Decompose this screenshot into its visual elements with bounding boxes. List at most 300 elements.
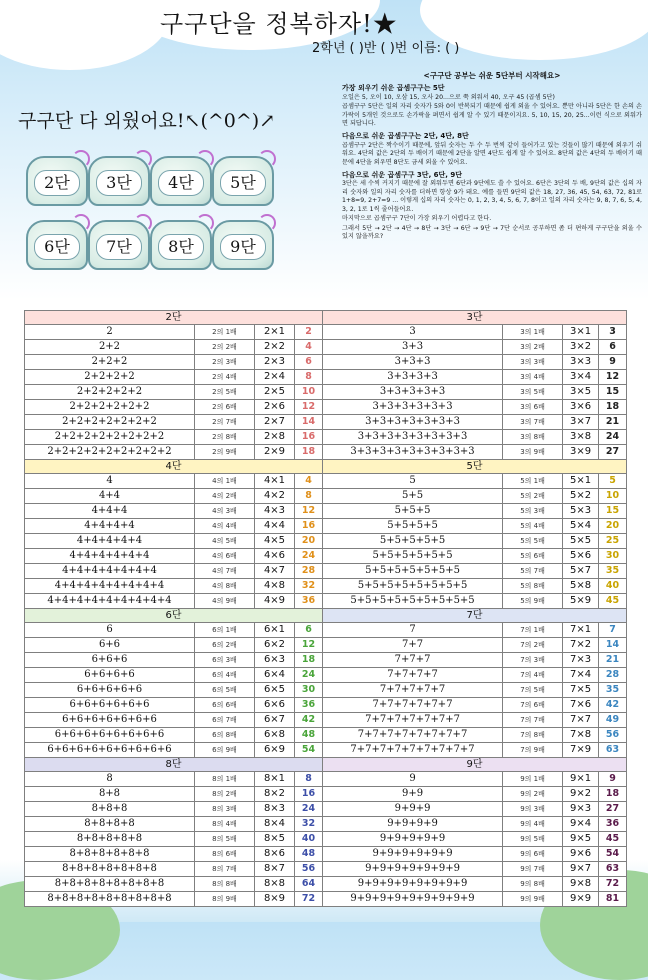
product-expr: 5×3 xyxy=(563,504,599,519)
addition-expr: 7+7+7+7+7+7+7+7+7 xyxy=(323,743,503,758)
result: 27 xyxy=(599,802,627,817)
times-word: 4의 7배 xyxy=(195,564,255,579)
dan-header: 9단 xyxy=(323,758,627,772)
phone-icon xyxy=(146,212,214,270)
table-row xyxy=(25,370,627,385)
result: 42 xyxy=(599,698,627,713)
product-expr: 2×9 xyxy=(255,445,295,460)
times-word: 9의 2배 xyxy=(503,787,563,802)
addition-expr: 5+5+5+5+5+5+5+5 xyxy=(323,579,503,594)
product-expr: 9×2 xyxy=(563,787,599,802)
table-row xyxy=(25,430,627,445)
phone-icon xyxy=(208,148,276,206)
multiplication-table xyxy=(24,310,627,907)
product-expr: 2×4 xyxy=(255,370,295,385)
table-row xyxy=(25,489,627,504)
addition-expr: 5+5 xyxy=(323,489,503,504)
product-expr: 3×9 xyxy=(563,445,599,460)
addition-expr: 5+5+5+5 xyxy=(323,519,503,534)
result: 9 xyxy=(599,355,627,370)
addition-expr: 7+7+7+7+7+7+7+7 xyxy=(323,728,503,743)
product-expr: 7×5 xyxy=(563,683,599,698)
product-expr: 9×3 xyxy=(563,802,599,817)
result: 9 xyxy=(599,772,627,787)
result: 10 xyxy=(295,385,323,400)
times-word: 6의 5배 xyxy=(195,683,255,698)
phone-label: 9단 xyxy=(220,234,266,260)
times-word: 3의 4배 xyxy=(503,370,563,385)
result: 10 xyxy=(599,489,627,504)
product-expr: 9×5 xyxy=(563,832,599,847)
result: 35 xyxy=(599,683,627,698)
product-expr: 2×7 xyxy=(255,415,295,430)
product-expr: 3×3 xyxy=(563,355,599,370)
times-word: 2의 6배 xyxy=(195,400,255,415)
result: 16 xyxy=(295,519,323,534)
times-word: 7의 2배 xyxy=(503,638,563,653)
times-word: 6의 3배 xyxy=(195,653,255,668)
times-word: 9의 3배 xyxy=(503,802,563,817)
table-row xyxy=(25,653,627,668)
product-expr: 8×7 xyxy=(255,862,295,877)
result: 36 xyxy=(295,698,323,713)
dan-header: 4단 xyxy=(25,460,323,474)
table-row xyxy=(25,325,627,340)
table-row xyxy=(25,772,627,787)
phone-cord xyxy=(258,214,276,232)
table-header-row xyxy=(25,609,627,623)
times-word: 6의 4배 xyxy=(195,668,255,683)
table-row xyxy=(25,474,627,489)
addition-expr: 4+4+4 xyxy=(25,504,195,519)
result: 81 xyxy=(599,892,627,907)
result: 24 xyxy=(295,802,323,817)
addition-expr: 8+8+8+8+8+8+8+8 xyxy=(25,877,195,892)
times-word: 6의 9배 xyxy=(195,743,255,758)
table-row xyxy=(25,400,627,415)
result: 4 xyxy=(295,340,323,355)
table-row xyxy=(25,594,627,609)
product-expr: 6×9 xyxy=(255,743,295,758)
table-row xyxy=(25,668,627,683)
table-row xyxy=(25,340,627,355)
addition-expr: 8+8+8 xyxy=(25,802,195,817)
times-word: 2의 8배 xyxy=(195,430,255,445)
product-expr: 8×3 xyxy=(255,802,295,817)
product-expr: 4×8 xyxy=(255,579,295,594)
product-expr: 4×2 xyxy=(255,489,295,504)
table-row xyxy=(25,817,627,832)
table-row xyxy=(25,385,627,400)
times-word: 5의 6배 xyxy=(503,549,563,564)
study-tips xyxy=(342,72,642,242)
addition-expr: 4+4+4+4+4+4+4+4 xyxy=(25,579,195,594)
phone-icon xyxy=(84,212,152,270)
addition-expr: 8+8+8+8+8+8 xyxy=(25,847,195,862)
times-word: 8의 7배 xyxy=(195,862,255,877)
addition-expr: 3+3+3+3+3+3+3+3+3 xyxy=(323,445,503,460)
times-word: 4의 5배 xyxy=(195,534,255,549)
product-expr: 9×6 xyxy=(563,847,599,862)
tip-paragraph: 3단은 세 수씩 커지기 때문에 잘 외워두면 6단과 9단에도 쓸 수 있어요. 6단은 3단의 두 배, 9단의 값은 십의 자리 숫자와 일의 자리 숫자를 더하면 항상 9가 돼요. 예를 들면 9단의 값은 18, 27, 36, 45, 54, 63, 72, 81로 1+8=9, 2+7=9 ... 이렇게 십의 자리 숫자는 0, 1, 2, 3, 4, 5, 6, 7, 8이고 일의 자리 숫자는 9, 8, 7, 6, 5, 4, 3, 2, 1로 1씩 줄어들어요. xyxy=(342,180,642,213)
result: 20 xyxy=(599,519,627,534)
addition-expr: 3 xyxy=(323,325,503,340)
times-word: 8의 2배 xyxy=(195,787,255,802)
addition-expr: 5+5+5+5+5+5+5+5+5 xyxy=(323,594,503,609)
product-expr: 7×3 xyxy=(563,653,599,668)
product-expr: 3×8 xyxy=(563,430,599,445)
product-expr: 4×4 xyxy=(255,519,295,534)
product-expr: 5×9 xyxy=(563,594,599,609)
product-expr: 9×7 xyxy=(563,862,599,877)
times-word: 2의 9배 xyxy=(195,445,255,460)
times-word: 7의 5배 xyxy=(503,683,563,698)
addition-expr: 5 xyxy=(323,474,503,489)
result: 40 xyxy=(295,832,323,847)
product-expr: 6×1 xyxy=(255,623,295,638)
result: 18 xyxy=(599,400,627,415)
addition-expr: 2+2+2+2+2+2 xyxy=(25,400,195,415)
times-word: 3의 8배 xyxy=(503,430,563,445)
addition-expr: 4+4 xyxy=(25,489,195,504)
product-expr: 7×1 xyxy=(563,623,599,638)
result: 49 xyxy=(599,713,627,728)
product-expr: 2×8 xyxy=(255,430,295,445)
product-expr: 3×5 xyxy=(563,385,599,400)
times-word: 2의 1배 xyxy=(195,325,255,340)
times-word: 5의 3배 xyxy=(503,504,563,519)
result: 12 xyxy=(599,370,627,385)
product-expr: 3×2 xyxy=(563,340,599,355)
product-expr: 2×1 xyxy=(255,325,295,340)
result: 64 xyxy=(295,877,323,892)
times-word: 4의 9배 xyxy=(195,594,255,609)
addition-expr: 9+9+9 xyxy=(323,802,503,817)
times-word: 6의 2배 xyxy=(195,638,255,653)
product-expr: 7×7 xyxy=(563,713,599,728)
table-row xyxy=(25,713,627,728)
addition-expr: 8+8+8+8+8+8+8 xyxy=(25,862,195,877)
result: 24 xyxy=(295,549,323,564)
addition-expr: 3+3+3+3+3+3+3+3 xyxy=(323,430,503,445)
phone-label: 7단 xyxy=(96,234,142,260)
product-expr: 2×2 xyxy=(255,340,295,355)
product-expr: 4×5 xyxy=(255,534,295,549)
result: 42 xyxy=(295,713,323,728)
product-expr: 9×1 xyxy=(563,772,599,787)
result: 30 xyxy=(295,683,323,698)
times-word: 2의 7배 xyxy=(195,415,255,430)
product-expr: 9×8 xyxy=(563,877,599,892)
result: 21 xyxy=(599,415,627,430)
addition-expr: 5+5+5+5+5+5 xyxy=(323,549,503,564)
table-row xyxy=(25,355,627,370)
tip-paragraph: 그래서 5단 → 2단 → 4단 → 8단 → 3단 → 6단 → 9단 → 7단 순서로 공부하면 좀 더 편하게 구구단을 외울 수 있지 않을까요? xyxy=(342,224,642,240)
result: 72 xyxy=(295,892,323,907)
dan-header: 3단 xyxy=(323,311,627,325)
times-word: 7의 4배 xyxy=(503,668,563,683)
result: 54 xyxy=(599,847,627,862)
result: 45 xyxy=(599,594,627,609)
times-word: 9의 5배 xyxy=(503,832,563,847)
phone-label: 3단 xyxy=(96,170,142,196)
addition-expr: 6+6+6+6+6 xyxy=(25,683,195,698)
addition-expr: 2+2+2+2+2 xyxy=(25,385,195,400)
addition-expr: 2+2+2+2 xyxy=(25,370,195,385)
addition-expr: 2+2+2+2+2+2+2+2+2 xyxy=(25,445,195,460)
addition-expr: 3+3+3+3 xyxy=(323,370,503,385)
times-word: 9의 8배 xyxy=(503,877,563,892)
addition-expr: 7+7+7+7 xyxy=(323,668,503,683)
times-word: 9의 7배 xyxy=(503,862,563,877)
phone-cord xyxy=(258,150,276,168)
times-word: 7의 7배 xyxy=(503,713,563,728)
addition-expr: 3+3+3+3+3 xyxy=(323,385,503,400)
product-expr: 6×4 xyxy=(255,668,295,683)
times-word: 2의 3배 xyxy=(195,355,255,370)
times-word: 6의 6배 xyxy=(195,698,255,713)
addition-expr: 6+6+6+6+6+6+6+6 xyxy=(25,728,195,743)
table-row xyxy=(25,579,627,594)
phone-icon xyxy=(146,148,214,206)
result: 28 xyxy=(295,564,323,579)
times-word: 4의 1배 xyxy=(195,474,255,489)
product-expr: 9×9 xyxy=(563,892,599,907)
phone-icon xyxy=(84,148,152,206)
tip-title: 가장 외우기 쉬운 곱셈구구는 5단 xyxy=(342,84,445,93)
times-word: 9의 1배 xyxy=(503,772,563,787)
result: 32 xyxy=(295,817,323,832)
times-word: 2의 4배 xyxy=(195,370,255,385)
addition-expr: 8+8+8+8 xyxy=(25,817,195,832)
addition-expr: 9 xyxy=(323,772,503,787)
result: 6 xyxy=(599,340,627,355)
phone-label: 8단 xyxy=(158,234,204,260)
dan-header: 2단 xyxy=(25,311,323,325)
table-row xyxy=(25,743,627,758)
times-word: 3의 7배 xyxy=(503,415,563,430)
result: 6 xyxy=(295,623,323,638)
product-expr: 5×1 xyxy=(563,474,599,489)
table-row xyxy=(25,415,627,430)
times-word: 9의 4배 xyxy=(503,817,563,832)
addition-expr: 9+9+9+9+9 xyxy=(323,832,503,847)
product-expr: 2×6 xyxy=(255,400,295,415)
times-word: 3의 5배 xyxy=(503,385,563,400)
times-word: 2의 5배 xyxy=(195,385,255,400)
addition-expr: 4+4+4+4+4+4+4 xyxy=(25,564,195,579)
result: 72 xyxy=(599,877,627,892)
result: 15 xyxy=(599,385,627,400)
product-expr: 4×3 xyxy=(255,504,295,519)
result: 32 xyxy=(295,579,323,594)
product-expr: 8×1 xyxy=(255,772,295,787)
addition-expr: 6+6+6 xyxy=(25,653,195,668)
page-title: 구구단을 정복하자!★ xyxy=(160,10,398,38)
result: 28 xyxy=(599,668,627,683)
times-word: 2의 2배 xyxy=(195,340,255,355)
addition-expr: 6+6+6+6+6+6 xyxy=(25,698,195,713)
times-word: 3의 6배 xyxy=(503,400,563,415)
result: 5 xyxy=(599,474,627,489)
product-expr: 8×9 xyxy=(255,892,295,907)
addition-expr: 6+6 xyxy=(25,638,195,653)
product-expr: 6×6 xyxy=(255,698,295,713)
product-expr: 6×2 xyxy=(255,638,295,653)
result: 16 xyxy=(295,430,323,445)
result: 21 xyxy=(599,653,627,668)
times-word: 8의 8배 xyxy=(195,877,255,892)
result: 63 xyxy=(599,862,627,877)
times-word: 5의 1배 xyxy=(503,474,563,489)
times-word: 3의 9배 xyxy=(503,445,563,460)
addition-expr: 7+7+7 xyxy=(323,653,503,668)
product-expr: 8×6 xyxy=(255,847,295,862)
table-row xyxy=(25,728,627,743)
result: 8 xyxy=(295,772,323,787)
phone-icon xyxy=(22,148,90,206)
times-word: 6의 7배 xyxy=(195,713,255,728)
result: 25 xyxy=(599,534,627,549)
product-expr: 7×8 xyxy=(563,728,599,743)
addition-expr: 7+7+7+7+7+7+7 xyxy=(323,713,503,728)
addition-expr: 4+4+4+4 xyxy=(25,519,195,534)
product-expr: 7×4 xyxy=(563,668,599,683)
times-word: 8의 6배 xyxy=(195,847,255,862)
product-expr: 2×3 xyxy=(255,355,295,370)
times-word: 8의 4배 xyxy=(195,817,255,832)
result: 20 xyxy=(295,534,323,549)
dan-header: 5단 xyxy=(323,460,627,474)
result: 12 xyxy=(295,400,323,415)
product-expr: 4×7 xyxy=(255,564,295,579)
addition-expr: 2+2+2+2+2+2+2+2 xyxy=(25,430,195,445)
addition-expr: 2+2 xyxy=(25,340,195,355)
product-expr: 8×2 xyxy=(255,787,295,802)
times-word: 8의 5배 xyxy=(195,832,255,847)
result: 3 xyxy=(599,325,627,340)
table-row xyxy=(25,534,627,549)
times-word: 7의 8배 xyxy=(503,728,563,743)
addition-expr: 2+2+2 xyxy=(25,355,195,370)
phone-label: 2단 xyxy=(34,170,80,196)
table-row xyxy=(25,698,627,713)
tip-paragraph: 오일은 5, 오이 10, 오삼 15, 오사 20...으로 쭉 외워서 40, 오구 45 (곱셈 5단) xyxy=(342,93,555,101)
result: 40 xyxy=(599,579,627,594)
result: 27 xyxy=(599,445,627,460)
result: 7 xyxy=(599,623,627,638)
product-expr: 8×5 xyxy=(255,832,295,847)
times-word: 7의 9배 xyxy=(503,743,563,758)
times-word: 5의 8배 xyxy=(503,579,563,594)
result: 4 xyxy=(295,474,323,489)
addition-expr: 7+7 xyxy=(323,638,503,653)
addition-expr: 8 xyxy=(25,772,195,787)
addition-expr: 2+2+2+2+2+2+2 xyxy=(25,415,195,430)
times-word: 9의 6배 xyxy=(503,847,563,862)
dan-header: 7단 xyxy=(323,609,627,623)
product-expr: 6×5 xyxy=(255,683,295,698)
times-word: 5의 7배 xyxy=(503,564,563,579)
product-expr: 7×9 xyxy=(563,743,599,758)
product-expr: 8×8 xyxy=(255,877,295,892)
tips-heading: <구구단 공부는 쉬운 5단부터 시작해요> xyxy=(423,71,561,80)
result: 8 xyxy=(295,370,323,385)
student-info-line: 2학년 ( )반 ( )번 이름: ( ) xyxy=(312,41,460,56)
product-expr: 5×6 xyxy=(563,549,599,564)
result: 56 xyxy=(599,728,627,743)
addition-expr: 9+9+9+9 xyxy=(323,817,503,832)
times-word: 4의 8배 xyxy=(195,579,255,594)
product-expr: 7×2 xyxy=(563,638,599,653)
addition-expr: 4+4+4+4+4 xyxy=(25,534,195,549)
result: 2 xyxy=(295,325,323,340)
addition-expr: 3+3+3 xyxy=(323,355,503,370)
addition-expr: 9+9+9+9+9+9+9+9+9 xyxy=(323,892,503,907)
product-expr: 5×5 xyxy=(563,534,599,549)
times-word: 9의 9배 xyxy=(503,892,563,907)
table-row xyxy=(25,504,627,519)
product-expr: 4×9 xyxy=(255,594,295,609)
table-header-row xyxy=(25,311,627,325)
addition-expr: 3+3 xyxy=(323,340,503,355)
times-word: 3의 3배 xyxy=(503,355,563,370)
addition-expr: 5+5+5+5+5+5+5 xyxy=(323,564,503,579)
tip-title: 다음으로 쉬운 곱셈구구는 2단, 4단, 8단 xyxy=(342,132,469,141)
result: 24 xyxy=(599,430,627,445)
addition-expr: 7+7+7+7+7 xyxy=(323,683,503,698)
result: 8 xyxy=(295,489,323,504)
product-expr: 3×7 xyxy=(563,415,599,430)
phone-icon xyxy=(208,212,276,270)
product-expr: 6×3 xyxy=(255,653,295,668)
times-word: 4의 4배 xyxy=(195,519,255,534)
result: 36 xyxy=(295,594,323,609)
times-word: 8의 1배 xyxy=(195,772,255,787)
times-word: 8의 3배 xyxy=(195,802,255,817)
tip-paragraph: 곱셈구구 5단은 일의 자리 숫자가 5와 0이 반복되기 때문에 쉽게 외울 수 있어요. 뿐만 아니라 5단은 한 손의 손가락이 5개인 것으로도 손가락을 펴면서 쉽게 알 수 있기 때문이지요. 5, 10, 15, 20, 25...이런 식으로 외워가면 되답니다. xyxy=(342,103,642,128)
result: 18 xyxy=(295,445,323,460)
addition-expr: 6+6+6+6+6+6+6+6+6 xyxy=(25,743,195,758)
tip-title: 다음으로 쉬운 곱셈구구 3단, 6단, 9단 xyxy=(342,171,463,180)
addition-expr: 6 xyxy=(25,623,195,638)
addition-expr: 6+6+6+6+6+6+6 xyxy=(25,713,195,728)
result: 24 xyxy=(295,668,323,683)
phone-label: 5단 xyxy=(220,170,266,196)
times-word: 4의 2배 xyxy=(195,489,255,504)
table-row xyxy=(25,802,627,817)
table-row xyxy=(25,638,627,653)
product-expr: 4×6 xyxy=(255,549,295,564)
product-expr: 3×1 xyxy=(563,325,599,340)
times-word: 6의 1배 xyxy=(195,623,255,638)
times-word: 5의 9배 xyxy=(503,594,563,609)
addition-expr: 9+9+9+9+9+9+9 xyxy=(323,862,503,877)
addition-expr: 9+9+9+9+9+9 xyxy=(323,847,503,862)
product-expr: 5×4 xyxy=(563,519,599,534)
addition-expr: 8+8+8+8+8 xyxy=(25,832,195,847)
times-word: 5의 4배 xyxy=(503,519,563,534)
result: 30 xyxy=(599,549,627,564)
table-row xyxy=(25,877,627,892)
table-row xyxy=(25,892,627,907)
product-expr: 6×7 xyxy=(255,713,295,728)
dan-header: 8단 xyxy=(25,758,323,772)
result: 6 xyxy=(295,355,323,370)
product-expr: 2×5 xyxy=(255,385,295,400)
result: 35 xyxy=(599,564,627,579)
addition-expr: 9+9 xyxy=(323,787,503,802)
